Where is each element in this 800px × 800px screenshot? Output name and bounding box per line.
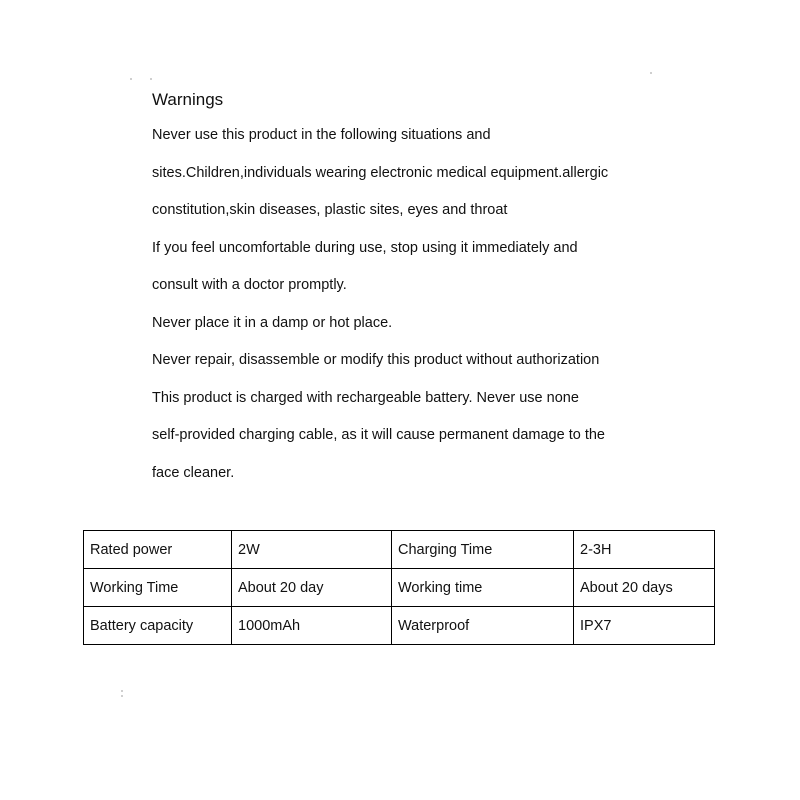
warning-line: Never place it in a damp or hot place. (152, 314, 393, 331)
warning-line: Never repair, disassemble or modify this product without authorization (152, 352, 600, 368)
warning-line: sites.Children,individuals wearing electronic medical equipment.allergic (152, 164, 609, 181)
table-row (84, 531, 715, 569)
table-row (84, 607, 715, 645)
stray-mark (650, 72, 652, 74)
spec-label: Waterproof (392, 607, 574, 645)
spec-label: Working Time (84, 569, 232, 607)
warning-line: Never use this product in the following situations and (152, 127, 491, 143)
spec-value: About 20 day (232, 569, 392, 607)
warnings-title: Warnings (152, 90, 224, 109)
warning-line: consult with a doctor promptly. (152, 277, 347, 293)
stray-mark (130, 78, 132, 80)
warnings-section (152, 88, 712, 500)
table-row (84, 569, 715, 607)
spec-value: 2-3H (574, 531, 715, 569)
warning-line: face cleaner. (152, 464, 235, 481)
spec-value: About 20 days (574, 569, 715, 607)
spec-value: 1000mAh (232, 607, 392, 645)
stray-mark (121, 695, 123, 697)
warning-line: self-provided charging cable, as it will cause permanent damage to the (152, 427, 605, 443)
spec-value: IPX7 (574, 607, 715, 645)
spec-value: 2W (232, 531, 392, 569)
warning-line: constitution,skin diseases, plastic sites, eyes and throat (152, 202, 508, 218)
warning-line: If you feel uncomfortable during use, stop using it immediately and (152, 239, 578, 256)
spec-label: Rated power (84, 531, 232, 569)
spec-label: Battery capacity (84, 607, 232, 645)
spec-label: Charging Time (392, 531, 574, 569)
stray-mark (121, 690, 123, 692)
spec-label: Working time (392, 569, 574, 607)
warnings-text (152, 125, 712, 500)
specifications-table (83, 530, 715, 645)
warning-line: This product is charged with rechargeable battery. Never use none (152, 389, 579, 406)
stray-mark (150, 78, 152, 80)
